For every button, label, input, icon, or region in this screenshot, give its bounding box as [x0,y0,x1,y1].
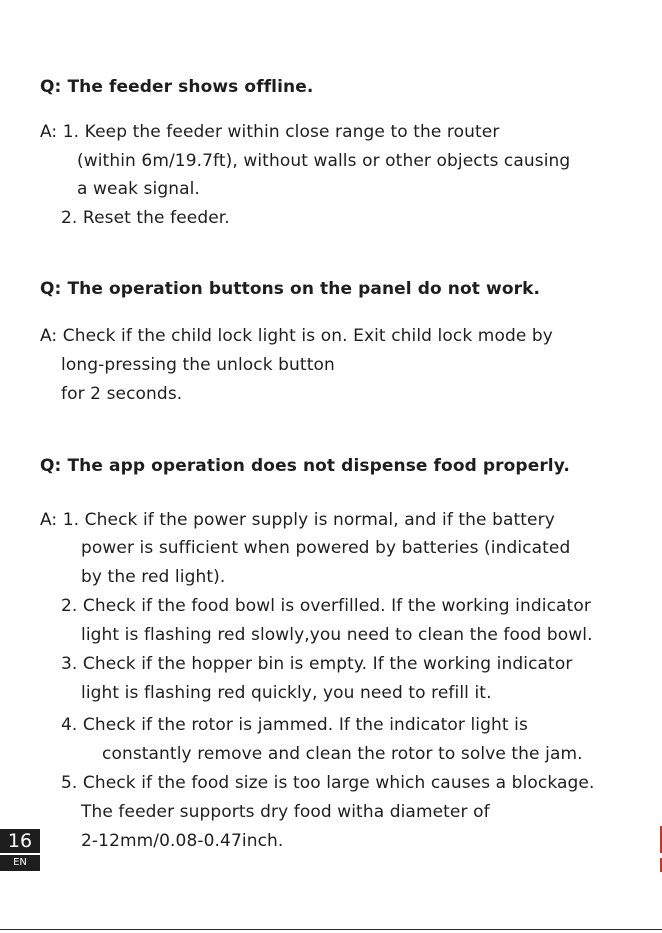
faq-answer-line: constantly remove and clean the rotor to solve the jam. [102,744,583,764]
faq-answer-line: 2-12mm/0.08-0.47inch. [81,831,284,851]
bottom-rule [0,929,662,930]
faq-answer-line: The feeder supports dry food witha diameter of [81,802,490,822]
faq-answer-line: for 2 seconds. [61,384,183,404]
faq-question-buttons: Q: The operation buttons on the panel do not work. [40,279,541,299]
faq-answer-line: power is sufficient when powered by batteries (indicated [81,538,571,558]
faq-answer-line: A: Check if the child lock light is on. Exit child lock mode by [40,326,553,346]
faq-answer-line: 4. Check if the rotor is jammed. If the indicator light is [61,715,528,735]
faq-answer-line: (within 6m/19.7ft), without walls or other objects causing [77,151,571,171]
faq-question-offline: Q: The feeder shows offline. [40,77,314,97]
language-label: EN [0,855,40,871]
faq-answer-line: long-pressing the unlock button [61,355,335,375]
faq-answer-line: light is flashing red quickly, you need to refill it. [81,683,492,703]
faq-answer-line: light is flashing red slowly,you need to clean the food bowl. [81,625,593,645]
faq-answer-line: 2. Check if the food bowl is overfilled. If the working indicator [61,596,591,616]
faq-question-dispense: Q: The app operation does not dispense food properly. [40,456,570,476]
faq-answer-line: A: 1. Keep the feeder within close range to the router [40,122,500,142]
faq-answer-line: by the red light). [81,567,226,587]
faq-answer-line: 2. Reset the feeder. [61,208,230,228]
faq-answer-line: 5. Check if the food size is too large which causes a blockage. [61,773,595,793]
page-number: 16 [0,829,40,853]
faq-answer-line: 3. Check if the hopper bin is empty. If the working indicator [61,654,573,674]
faq-answer-line: a weak signal. [77,179,200,199]
faq-answer-line: A: 1. Check if the power supply is normal, and if the battery [40,510,555,530]
